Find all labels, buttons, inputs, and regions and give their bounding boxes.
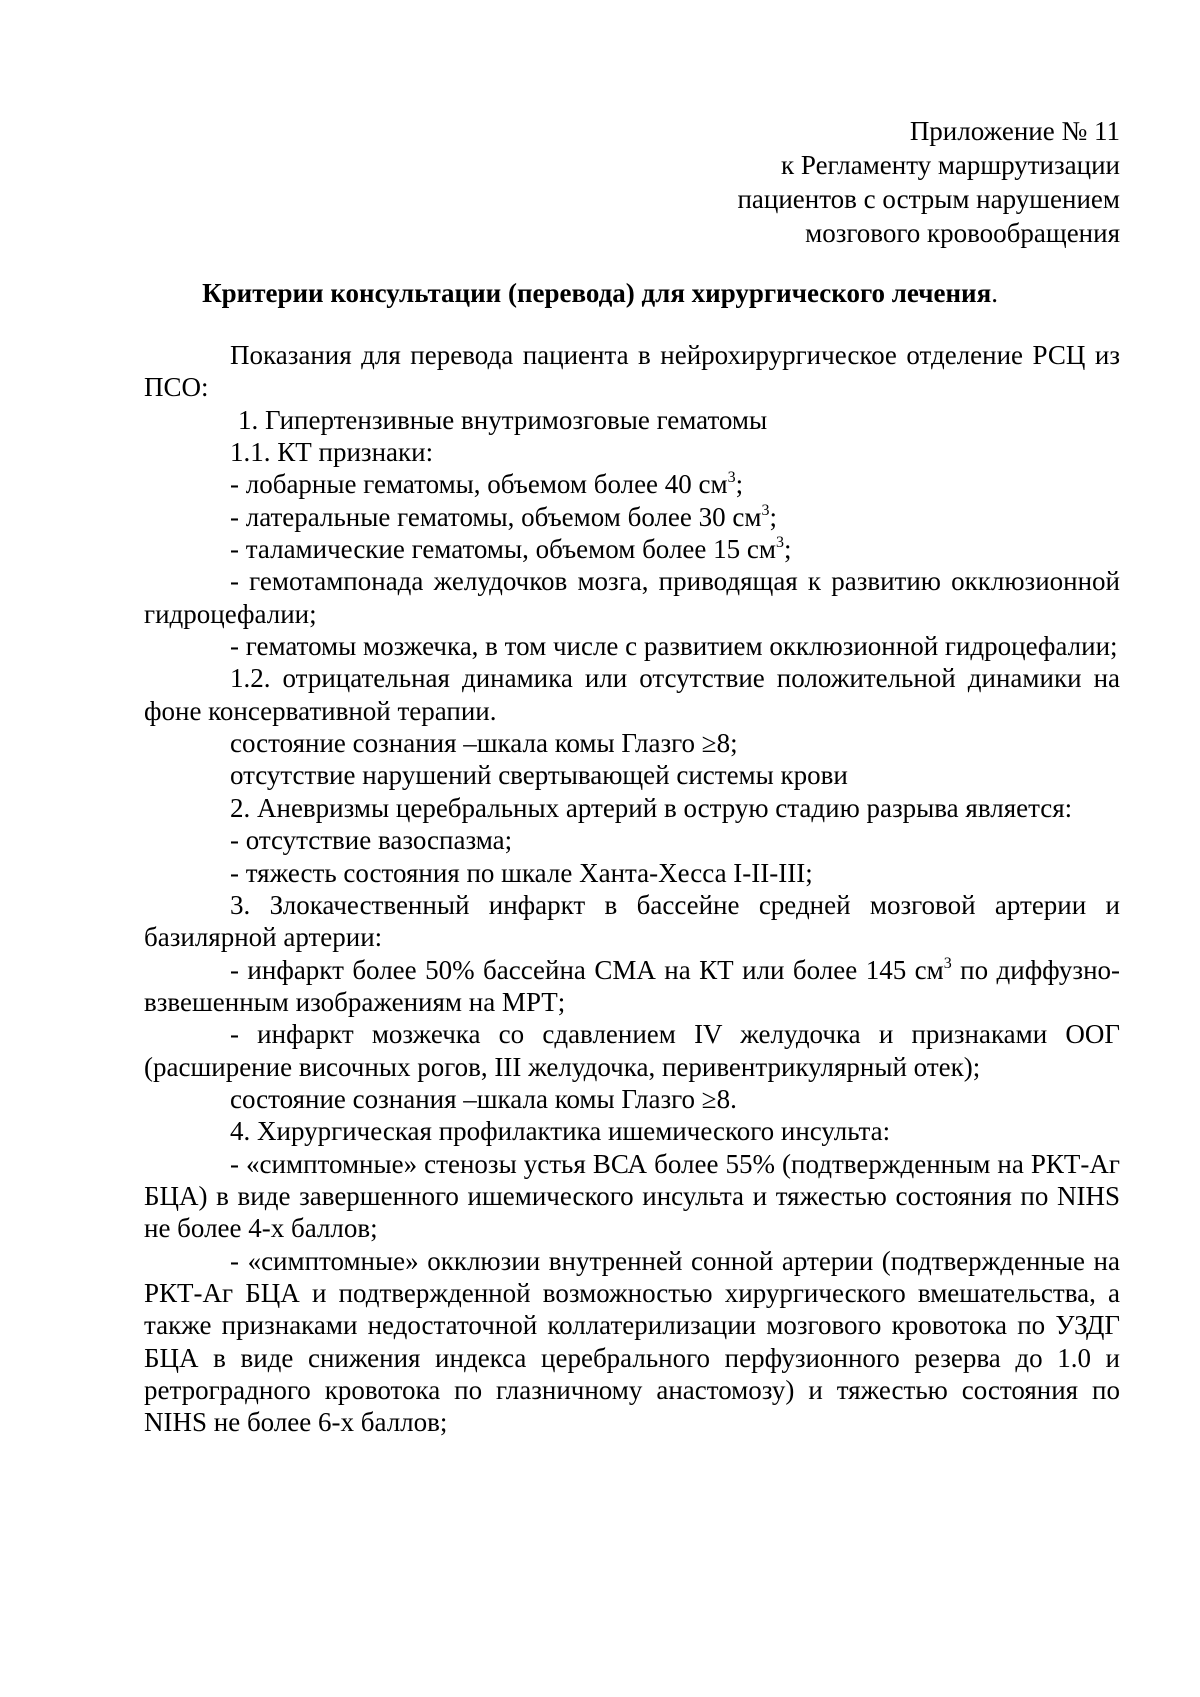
list-item: - тяжесть состояния по шкале Ханта-Хесса I-II-III; — [230, 857, 813, 888]
section-heading: 3. Злокачественный инфаркт в бассейне средней мозговой артерии и базилярной артерии: — [144, 889, 1120, 953]
list-item — [144, 533, 1120, 565]
list-item: состояние сознания –шкала комы Глазго ≥8. — [230, 1083, 737, 1114]
appendix-header — [737, 114, 1120, 250]
document-title-text: Критерии консультации (перевода) для хирургического лечения — [202, 278, 992, 308]
list-item-text: - латеральные гематомы, объемом более 30 см — [230, 501, 762, 532]
section-heading: 1. Гипертензивные внутримозговые гематомы — [238, 404, 768, 435]
list-item: - «симптомные» стенозы устья ВСА более 55% (подтвержденным на РКТ-Аг БЦА) в виде завершенного ишемического инсульта и тяжестью состояния по NIHS не более 4-х баллов; — [144, 1148, 1120, 1244]
document-title — [0, 276, 1200, 310]
list-item: состояние сознания –шкала комы Глазго ≥8; — [230, 728, 738, 759]
list-item — [144, 954, 1120, 1019]
superscript: 3 — [761, 501, 770, 519]
list-item: - гематомы мозжечка, в том числе с развитием окклюзионной гидроцефалии; — [230, 631, 1118, 662]
appendix-number: Приложение № 11 — [909, 116, 1120, 146]
subsection-heading: 1.1. КТ признаки: — [230, 437, 434, 468]
list-item: - «симптомные» окклюзии внутренней сонной артерии (подтвержденные на РКТ-Аг БЦА и подтвержденной возможностью хирургического вмешательства, а также признаками недостаточной коллатерилизации мозгового кровотока по УЗДГ БЦА в виде снижения индекса церебрального перфузионного резерва до 1.0 и ретроградного кровотока по глазничному анастомозу) и тяжестью состояния по NIHS не более 6-х баллов; — [144, 1245, 1120, 1438]
list-item-text: по диффузно-взвешенным изображениям на МРТ; — [144, 954, 1121, 1017]
list-item-text: - лобарные гематомы, объемом более 40 см — [230, 469, 728, 500]
list-item — [144, 501, 1120, 533]
superscript: 3 — [775, 534, 784, 552]
superscript: 3 — [727, 469, 736, 487]
list-item-text: ; — [783, 534, 792, 565]
superscript: 3 — [943, 954, 952, 972]
list-item-text: ; — [769, 501, 777, 532]
list-item: - инфаркт мозжечка со сдавлением IV желудочка и признаками ООГ (расширение височных рогов, III желудочка, перивентрикулярный отек); — [144, 1019, 1120, 1082]
list-item-text: ; — [735, 469, 744, 500]
appendix-reference-line: к Регламенту маршрутизации — [781, 150, 1120, 180]
document-body — [144, 339, 1120, 1439]
document-title-period: . — [991, 278, 998, 308]
list-item — [144, 468, 1120, 500]
section-heading: 4. Хирургическая профилактика ишемического инсульта: — [230, 1116, 891, 1147]
list-item-text: - инфаркт более 50% бассейна СМА на КТ или более 145 см — [230, 954, 944, 985]
appendix-reference-line: пациентов с острым нарушением — [737, 184, 1120, 214]
list-item: - гемотампонада желудочков мозга, приводящая к развитию окклюзионной гидроцефалии; — [144, 566, 1120, 629]
intro-paragraph: Показания для перевода пациента в нейрохирургическое отделение РСЦ из ПСО: — [144, 340, 1120, 403]
subsection-heading: 1.2. отрицательная динамика или отсутствие положительной динамики на фоне консервативной терапии. — [144, 663, 1120, 726]
list-item-text: - таламические гематомы, объемом более 15 см — [230, 534, 776, 565]
list-item: отсутствие нарушений свертывающей системы крови — [230, 760, 848, 791]
section-heading: 2. Аневризмы церебральных артерий в острую стадию разрыва является: — [230, 792, 1073, 823]
list-item: - отсутствие вазоспазма; — [230, 825, 513, 856]
appendix-reference-line: мозгового кровообращения — [805, 218, 1120, 248]
